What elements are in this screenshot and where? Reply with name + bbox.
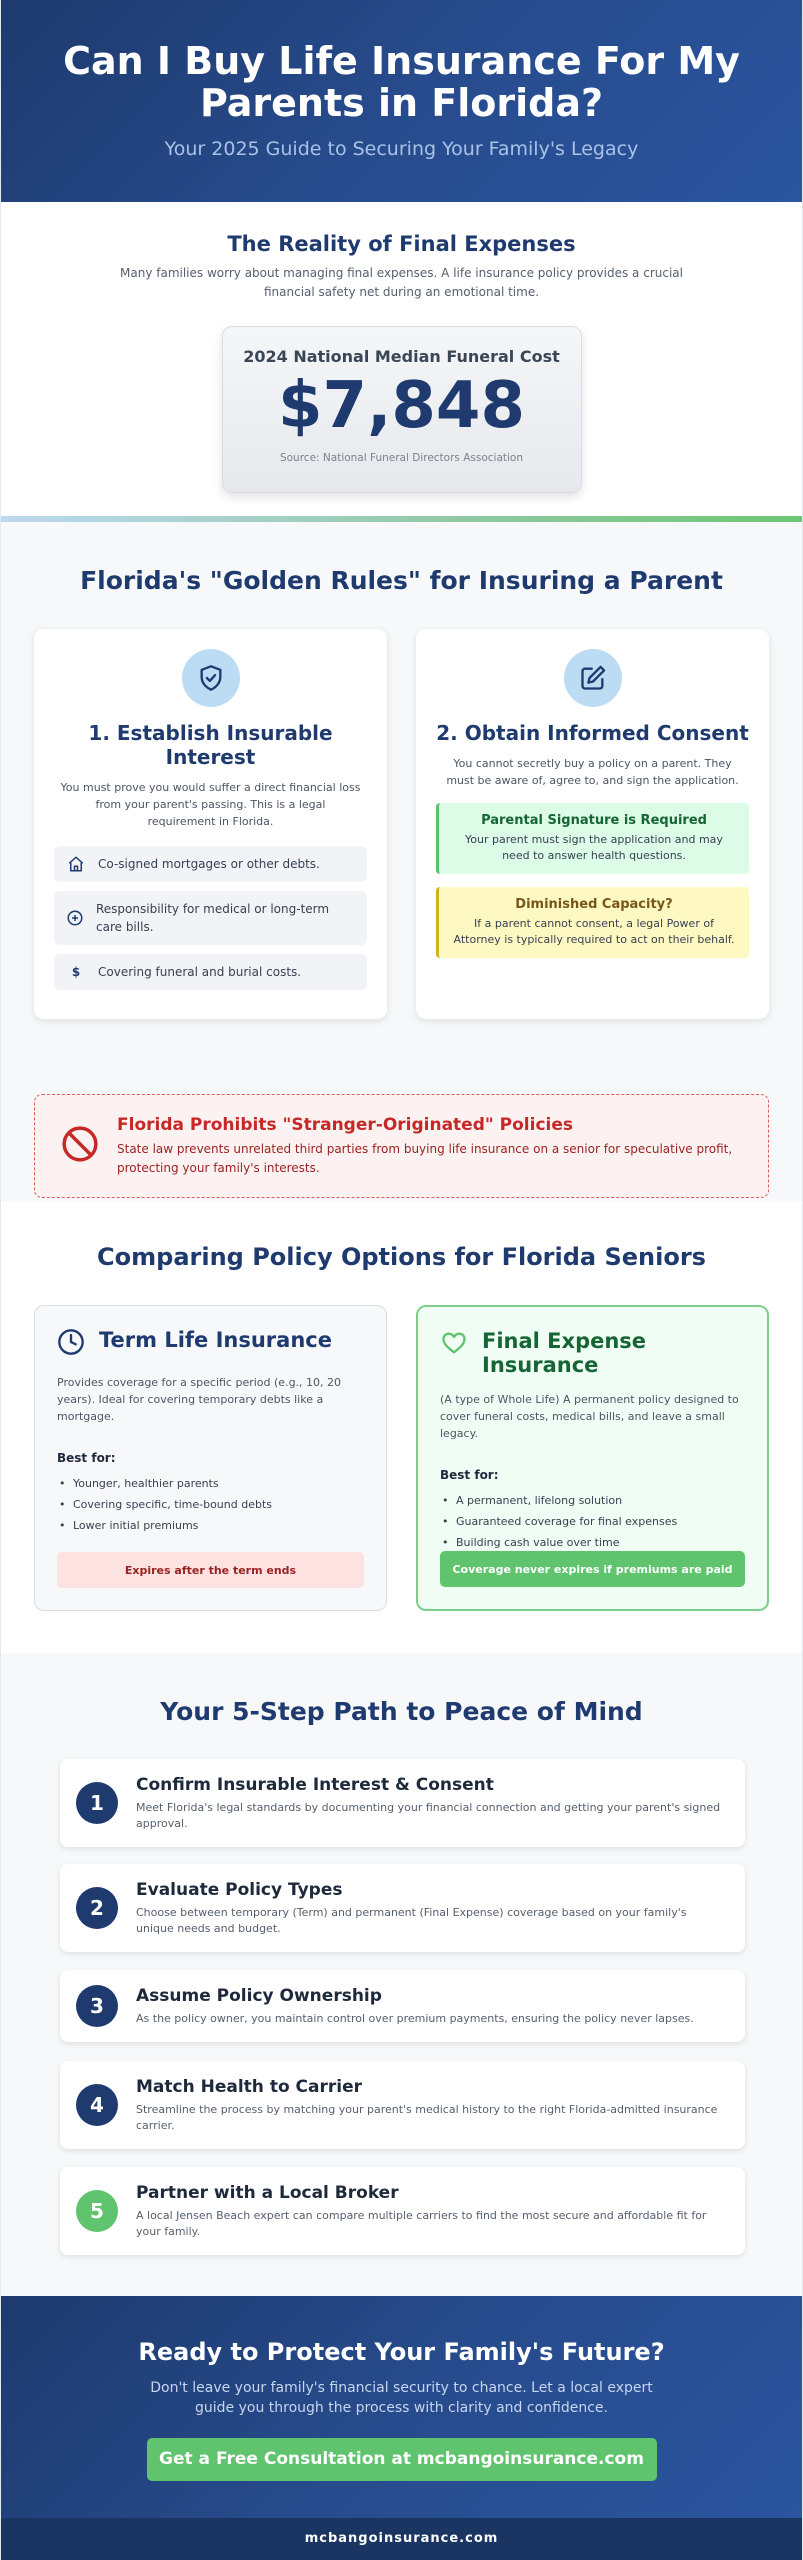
- hero-banner: [1, 0, 802, 202]
- term-life-card: [34, 1305, 387, 1611]
- requirement-text: Co-signed mortgages or other debts.: [98, 857, 320, 871]
- footer-website[interactable]: mcbangoinsurance.com: [1, 2518, 802, 2560]
- list-item: • Younger, healthier parents: [57, 1473, 364, 1494]
- callout-title: Parental Signature is Required: [481, 813, 707, 828]
- step-title: Evaluate Policy Types: [136, 1879, 343, 1900]
- term-life-badge: Expires after the term ends: [57, 1552, 364, 1588]
- best-for-label: Best for:: [57, 1451, 116, 1465]
- funeral-cost-label: 2024 National Median Funeral Cost: [243, 347, 560, 366]
- home-icon: [66, 855, 86, 873]
- rule1-description: You must prove you would suffer a direct financial loss from your parent's passing. This is a legal requirement in Florida.: [60, 781, 361, 828]
- dollar-icon: $: [71, 965, 81, 979]
- best-for-label: Best for:: [440, 1468, 499, 1482]
- step-number: 4: [76, 2084, 118, 2126]
- five-step-title: Your 5-Step Path to Peace of Mind: [160, 1697, 643, 1726]
- funeral-cost-card: [222, 326, 582, 493]
- cta-section: [1, 2296, 802, 2518]
- step-card: [60, 1864, 745, 1952]
- step-card: [60, 1970, 745, 2042]
- list-item: • Covering specific, time-bound debts: [57, 1494, 364, 1515]
- golden-rules-section: [1, 522, 802, 1201]
- final-expense-description: (A type of Whole Life) A permanent policy designed to cover funeral costs, medical bills, and leave a small legacy.: [440, 1393, 739, 1440]
- page-subtitle: Your 2025 Guide to Securing Your Family's Legacy: [164, 138, 639, 160]
- policy-comparison-title: Comparing Policy Options for Florida Seniors: [97, 1243, 706, 1271]
- policy-comparison-section: [1, 1201, 802, 1653]
- rule2-description: You cannot secretly buy a policy on a parent. They must be aware of, agree to, and sign the application.: [446, 757, 739, 787]
- step-body: Choose between temporary (Term) and permanent (Final Expense) coverage based on your family's unique needs and budget.: [136, 1905, 687, 1935]
- page-title: Can I Buy Life Insurance For My Parents in Florida?: [63, 39, 740, 125]
- requirement-text: Responsibility for medical or long-term care bills.: [96, 902, 330, 934]
- requirement-text: Covering funeral and burial costs.: [98, 965, 302, 979]
- requirement-item: [54, 846, 367, 882]
- final-expense-benefits: [440, 1490, 745, 1553]
- list-item: • A permanent, lifelong solution: [440, 1490, 745, 1511]
- callout-title: Diminished Capacity?: [515, 897, 673, 912]
- five-step-section: [1, 1653, 802, 2296]
- free-consultation-button[interactable]: Get a Free Consultation at mcbangoinsurance.com: [147, 2438, 657, 2481]
- signature-required-callout: [436, 803, 749, 874]
- list-item: • Guaranteed coverage for final expenses: [440, 1511, 745, 1532]
- rule2-title: 2. Obtain Informed Consent: [436, 721, 749, 745]
- final-expenses-title: The Reality of Final Expenses: [227, 232, 576, 256]
- stranger-originated-warning: [34, 1094, 769, 1198]
- rule1-title: 1. Establish Insurable Interest: [88, 721, 333, 769]
- final-expense-title: Final Expense Insurance: [482, 1329, 647, 1377]
- cta-body: Don't leave your family's financial security to chance. Let a local expert guide you through the process with clarity and confidence.: [150, 2380, 653, 2416]
- step-title: Partner with a Local Broker: [136, 2182, 399, 2203]
- step-card: [60, 1759, 745, 1847]
- final-expense-card: [416, 1305, 769, 1611]
- funeral-cost-source: Source: National Funeral Directors Association: [279, 452, 524, 464]
- list-item: • Building cash value over time: [440, 1532, 745, 1553]
- shield-check-icon: [182, 649, 240, 707]
- step-body: Meet Florida's legal standards by documenting your financial connection and getting your parent's signed approval.: [136, 1800, 721, 1830]
- step-title: Confirm Insurable Interest & Consent: [136, 1774, 494, 1795]
- heart-icon: [440, 1329, 468, 1361]
- step-number: 1: [76, 1782, 118, 1824]
- diminished-capacity-callout: [436, 887, 749, 958]
- term-life-description: Provides coverage for a specific period (e.g., 10, 20 years). Ideal for covering temporary debts like a mortgage.: [57, 1376, 342, 1423]
- requirement-item: [54, 954, 367, 990]
- step-number: 3: [76, 1985, 118, 2027]
- final-expense-badge: Coverage never expires if premiums are paid: [440, 1551, 745, 1587]
- step-title: Match Health to Carrier: [136, 2076, 362, 2097]
- step-body: Streamline the process by matching your parent's medical history to the right Florida-admitted insurance carrier.: [136, 2102, 718, 2132]
- cta-title: Ready to Protect Your Family's Future?: [138, 2338, 665, 2366]
- step-card: [60, 2061, 745, 2149]
- step-body: A local Jensen Beach expert can compare multiple carriers to find the most secure and affordable fit for your family.: [136, 2208, 707, 2238]
- step-title: Assume Policy Ownership: [136, 1985, 382, 2006]
- warning-body: State law prevents unrelated third parties from buying life insurance on a senior for speculative profit, protecting your family's interests.: [117, 1141, 733, 1175]
- funeral-cost-value: $7,848: [278, 369, 525, 443]
- requirement-item: [54, 891, 367, 945]
- step-card: [60, 2167, 745, 2255]
- list-item: • Lower initial premiums: [57, 1515, 364, 1536]
- clock-icon: [57, 1328, 85, 1360]
- prohibited-icon: [61, 1125, 99, 1167]
- step-number: 5: [76, 2190, 118, 2232]
- warning-title: Florida Prohibits "Stranger-Originated" Policies: [117, 1114, 574, 1135]
- rule-card-insurable-interest: [34, 629, 387, 1019]
- term-life-benefits: [57, 1473, 364, 1536]
- callout-body: If a parent cannot consent, a legal Power of Attorney is typically required to act on their behalf.: [453, 917, 735, 946]
- step-body: As the policy owner, you maintain control over premium payments, ensuring the policy never lapses.: [136, 2011, 694, 2025]
- final-expenses-section: [1, 202, 802, 522]
- golden-rules-title: Florida's "Golden Rules" for Insuring a Parent: [80, 566, 723, 595]
- callout-body: Your parent must sign the application and may need to answer health questions.: [465, 833, 723, 862]
- final-expenses-intro: Many families worry about managing final expenses. A life insurance policy provides a crucial financial safety net during an emotional time.: [120, 266, 683, 299]
- rule-card-informed-consent: [416, 629, 769, 1019]
- step-number: 2: [76, 1887, 118, 1929]
- edit-icon: [564, 649, 622, 707]
- plus-circle-icon: [66, 909, 84, 927]
- term-life-title: Term Life Insurance: [99, 1328, 332, 1352]
